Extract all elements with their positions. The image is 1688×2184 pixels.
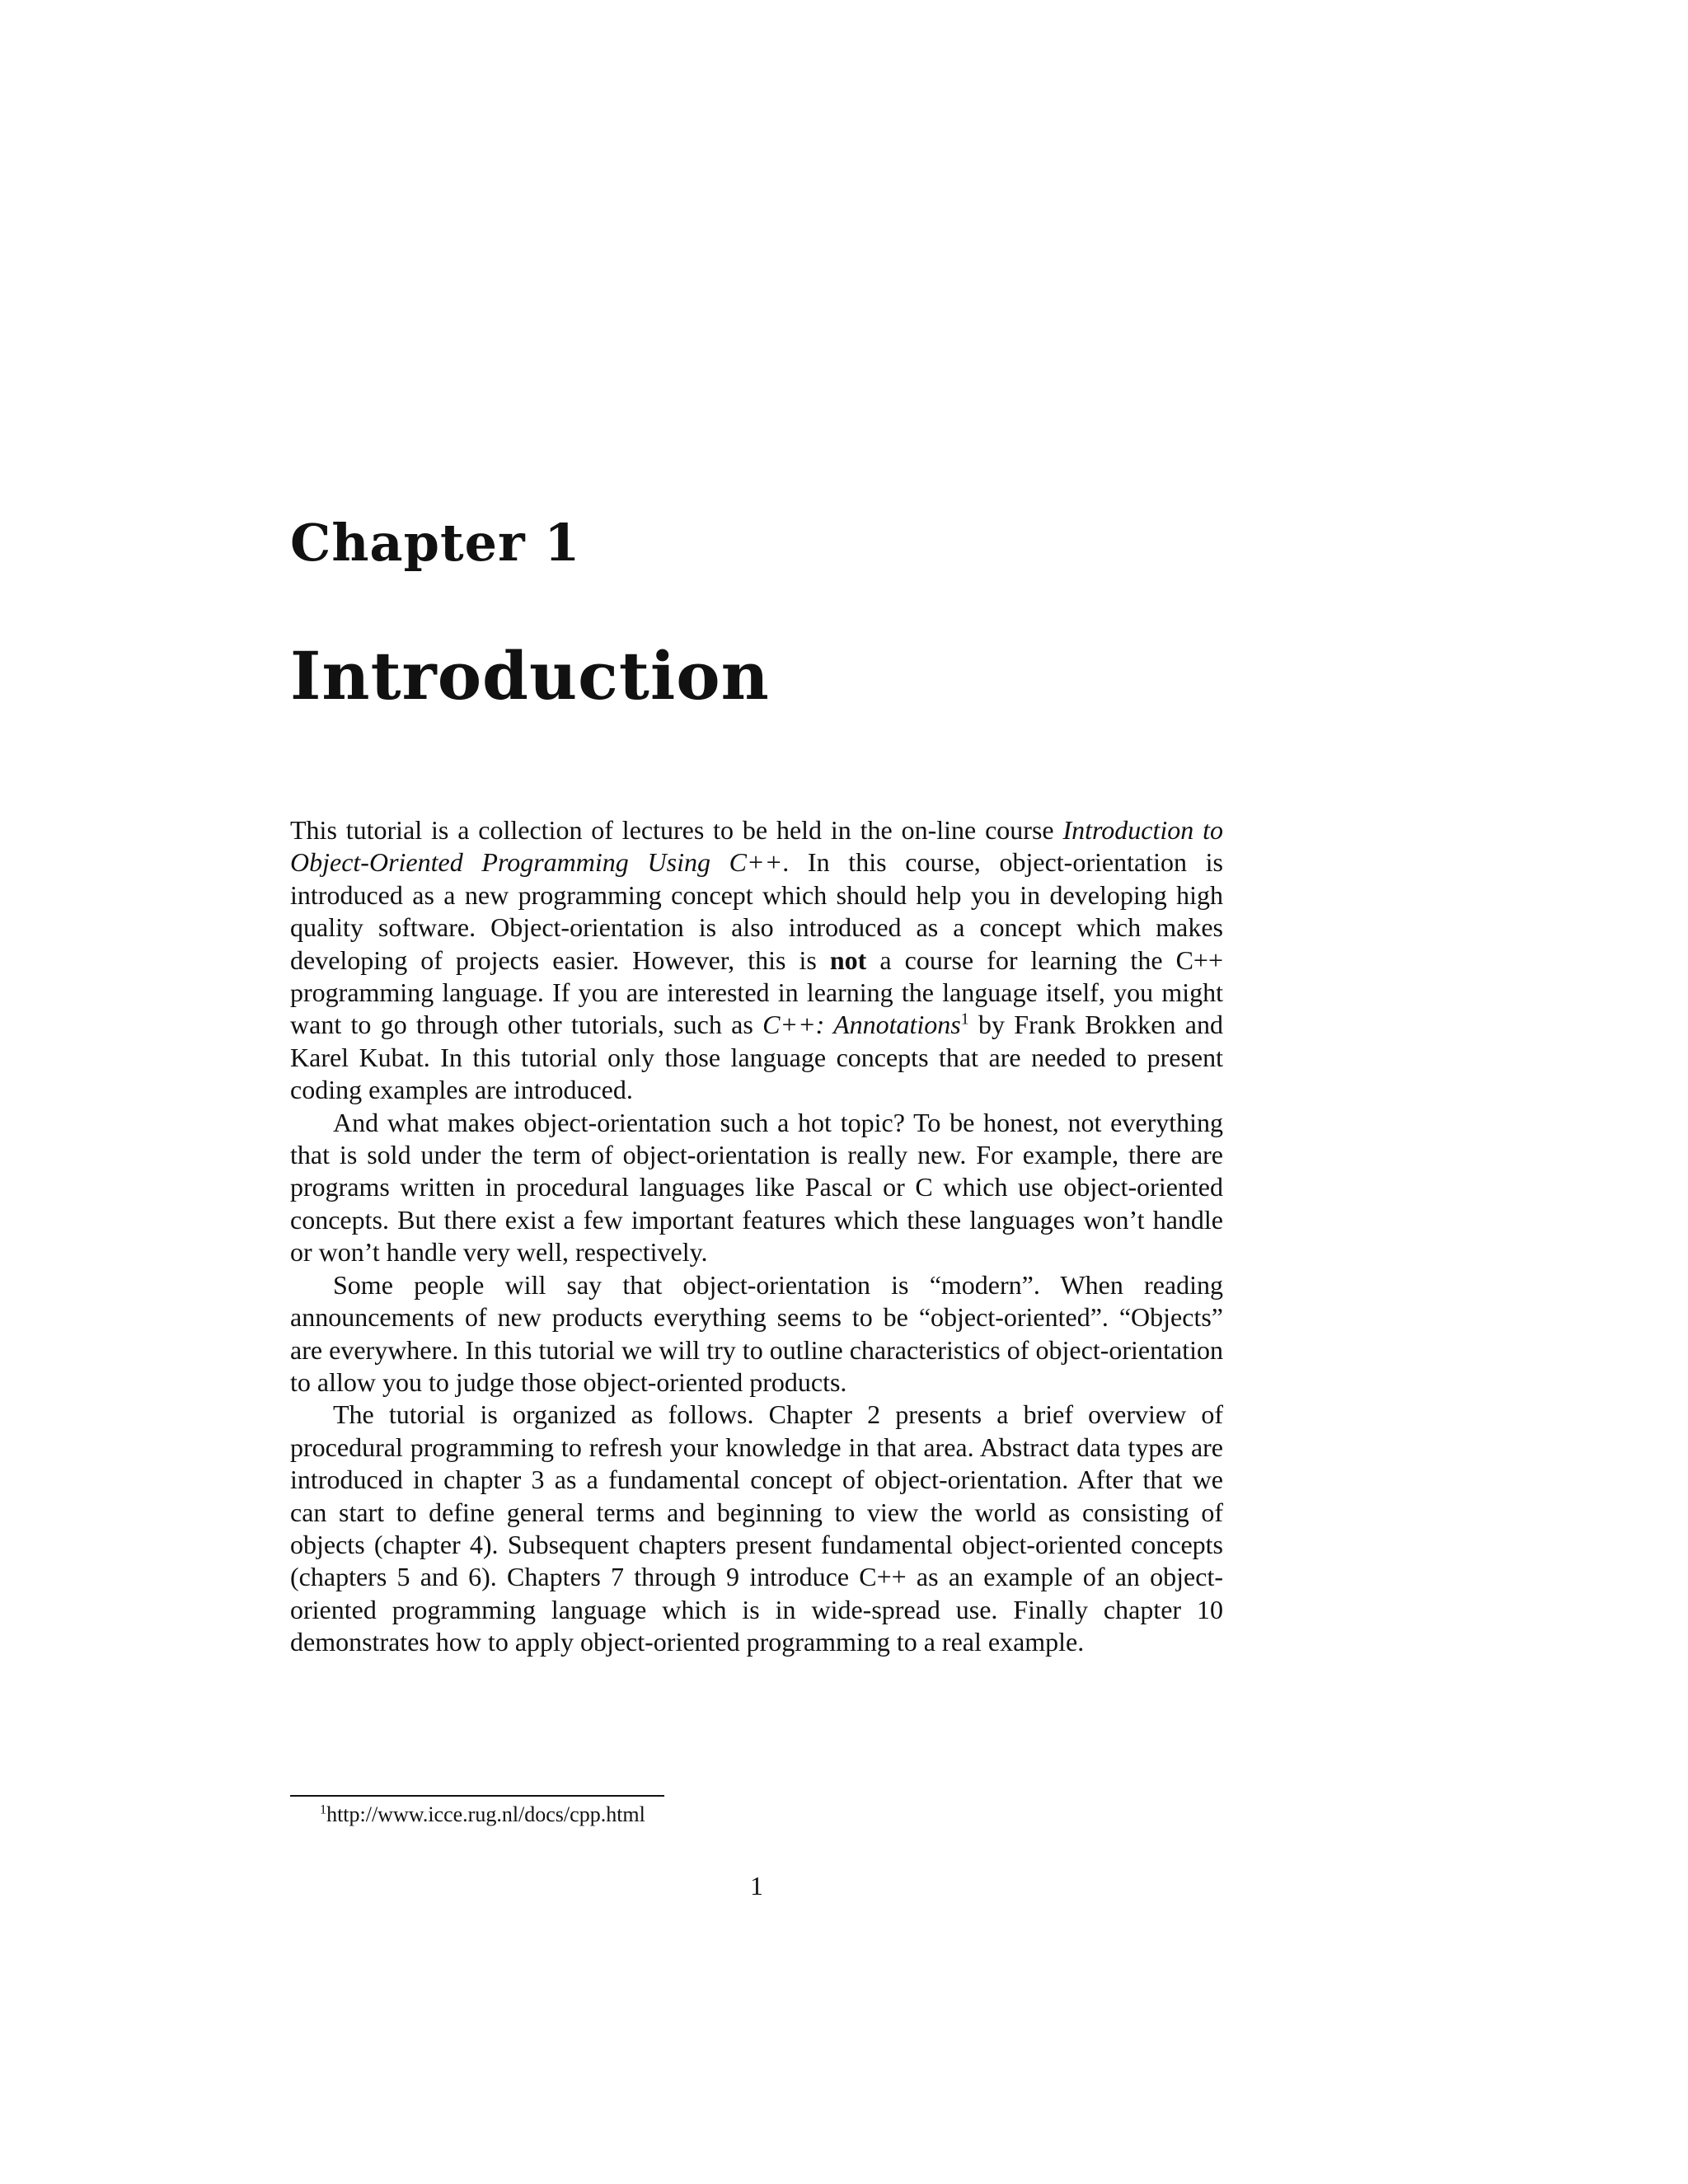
paragraph-1-text-c: a course for learning the C++ programming language. If you are interested in learning the language itself, you might want to go through other tutorials, such as	[290, 944, 1224, 1040]
chapter-body	[290, 814, 1223, 1659]
paragraph-1-text-d: by Frank Brokken and Karel Kubat. In this tutorial only those language concepts that are needed to present coding examples are introduced.	[290, 1010, 1224, 1105]
paragraph-3: Some people will say that object-orientation is “modern”. When reading announcements of new products everything seems to be “object-oriented”. “Objects” are everywhere. In this tutorial we will try to outline characteristics of object-orientation to allow you to judge those object-oriented products.	[290, 1269, 1223, 1397]
chapter-number-heading: Chapter 1	[290, 513, 581, 573]
chapter-title-heading: Introduction	[290, 637, 770, 715]
footnote-divider	[290, 1795, 664, 1797]
paragraph-4: The tutorial is organized as follows. Chapter 2 presents a brief overview of procedural programming to refresh your knowledge in that area. Abstract data types are introduced in chapter 3 as a fundamental concept of object-orientation. After that we can start to define general terms and beginning to view the world as consisting of objects (chapter 4). Subsequent chapters present fundamental object-oriented concepts (chapters 5 and 6). Chapters 7 through 9 introduce C++ as an example of an object-oriented programming language which is in wide-spread use. Finally chapter 10 demonstrates how to apply object-oriented programming to a real example.	[290, 1399, 1223, 1657]
footnote-marker[interactable]: 1	[960, 1010, 969, 1029]
paragraph-1	[290, 814, 1223, 1107]
reference-title: C++: Annotations	[762, 1010, 961, 1040]
footnote	[320, 1802, 645, 1828]
paragraph-2: And what makes object-orientation such a hot topic? To be honest, not everything that is sold under the term of object-orientation is really new. For example, there are programs written in procedural languages like Pascal or C which use object-oriented concepts. But there exist a few important features which these languages won’t handle or won’t handle very well, respectively.	[290, 1107, 1223, 1268]
emphasis-not: not	[829, 944, 867, 975]
paragraph-1-text-b: . In this course, object-orientation is introduced as a new programming concept which should help you in developing high quality software. Object-orientation is also introduced as a concept which makes developing of projects easier. However, this is	[290, 847, 1224, 975]
footnote-url[interactable]: http://www.icce.rug.nl/docs/cpp.html	[326, 1802, 645, 1826]
footnote-number: 1	[320, 1802, 327, 1817]
course-title: Introduction to Object-Oriented Programming Using C++	[290, 815, 1224, 878]
page-number: 1	[750, 1871, 763, 1900]
paragraph-1-text-a: This tutorial is a collection of lectures to be held in the on-line course	[290, 815, 1063, 845]
